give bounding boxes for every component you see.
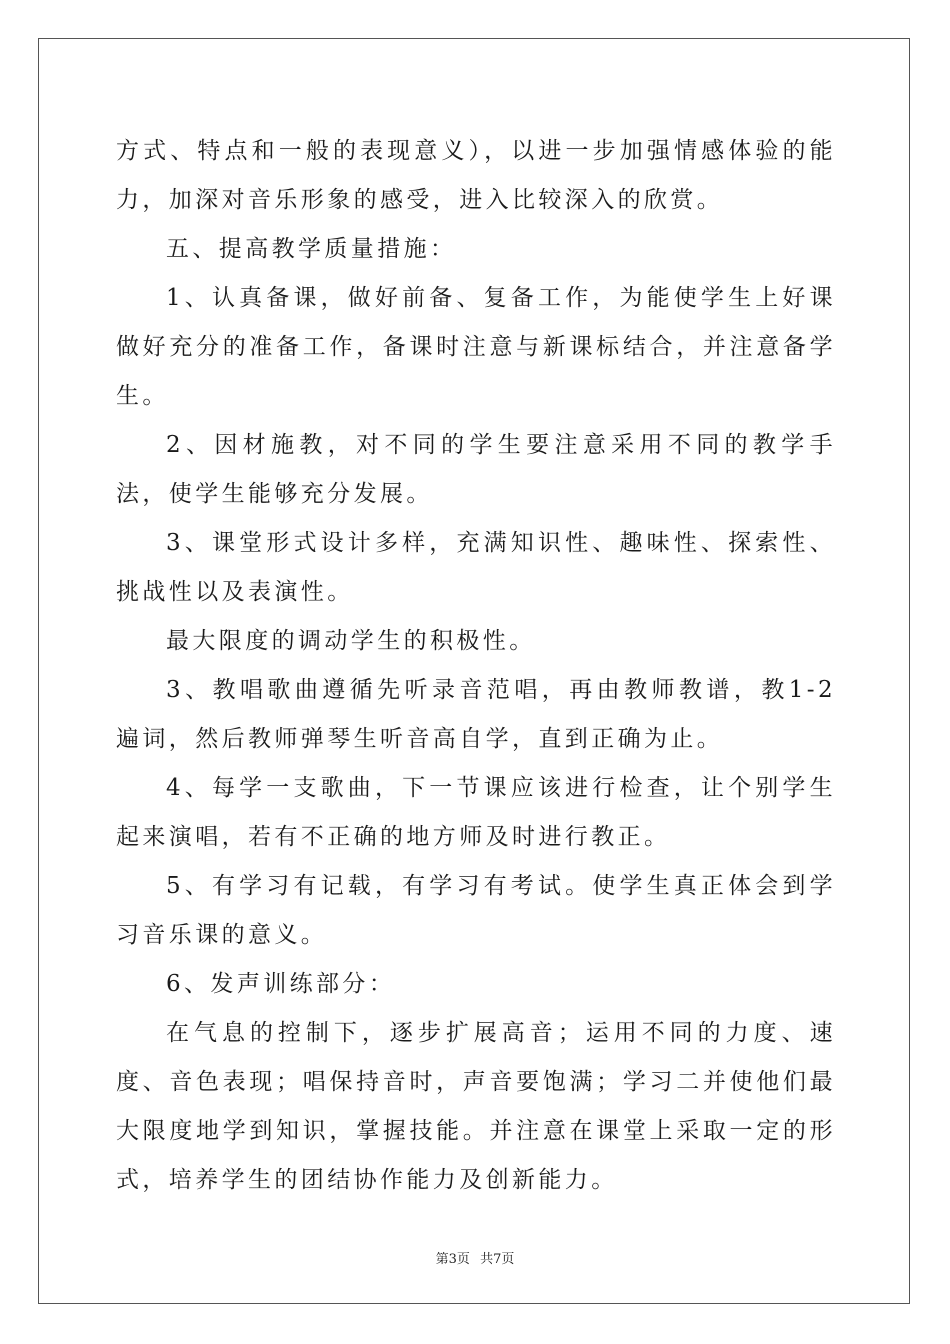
paragraph-9: 5、有学习有记载，有学习有考试。使学生真正体会到学习音乐课的意义。 <box>116 873 836 948</box>
page-total: 共7页 <box>480 1252 515 1267</box>
paragraph-4: 2、因材施教，对不同的学生要注意采用不同的教学手法，使学生能够充分发展。 <box>116 432 836 507</box>
paragraph-7: 3、教唱歌曲遵循先听录音范唱，再由教师教谱，教1-2遍词，然后教师弹琴生听音高自学，直到正确为止。 <box>116 677 836 752</box>
paragraph-8: 4、每学一支歌曲，下一节课应该进行检查，让个别学生起来演唱，若有不正确的地方师及时进行教正。 <box>116 775 836 850</box>
paragraph-6: 最大限度的调动学生的积极性。 <box>166 628 536 654</box>
page-number: 第3页 <box>435 1252 470 1267</box>
paragraph-10: 6、发声训练部分： <box>166 971 396 997</box>
paragraph-2: 五、提高教学质量措施： <box>166 236 457 262</box>
page-footer <box>0 1248 950 1267</box>
paragraph-1: 方式、特点和一般的表现意义），以进一步加强情感体验的能力，加深对音乐形象的感受，进入比较深入的欣赏。 <box>116 138 836 213</box>
paragraph-3: 1、认真备课，做好前备、复备工作，为能使学生上好课做好充分的准备工作，备课时注意与新课标结合，并注意备学生。 <box>116 285 836 409</box>
document-body <box>116 127 836 1205</box>
paragraph-11: 在气息的控制下，逐步扩展高音；运用不同的力度、速度、音色表现；唱保持音时，声音要饱满；学习二并使他们最大限度地学到知识，掌握技能。并注意在课堂上采取一定的形式，培养学生的团结协作能力及创新能力。 <box>116 1020 836 1193</box>
paragraph-5: 3、课堂形式设计多样，充满知识性、趣味性、探索性、挑战性以及表演性。 <box>116 530 836 605</box>
